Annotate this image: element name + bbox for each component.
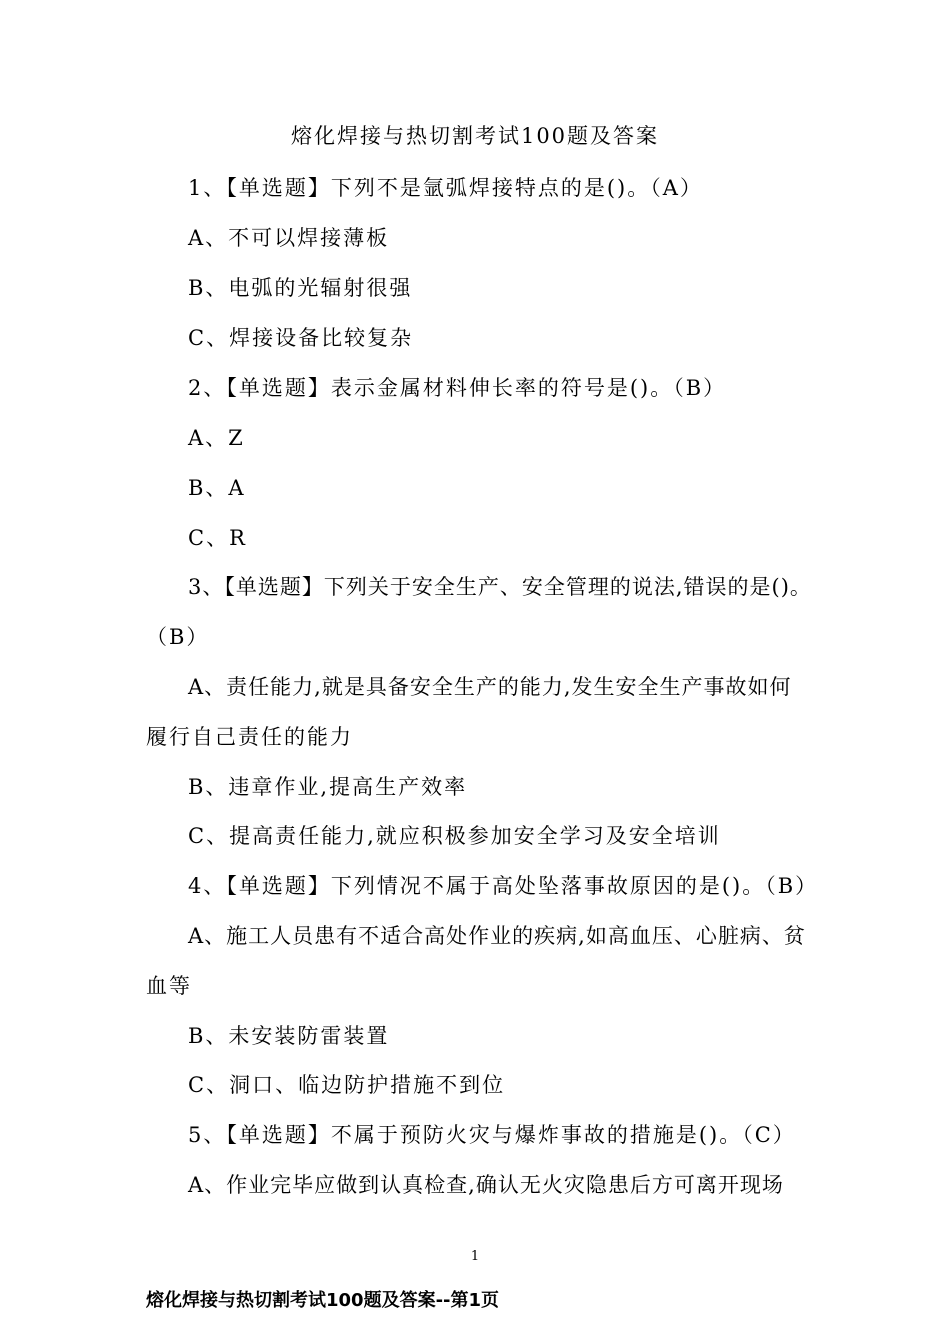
option-5a: A、作业完毕应做到认真检查,确认无火灾隐患后方可离开现场 xyxy=(188,1173,784,1197)
option-4a: A、施工人员患有不适合高处作业的疾病,如高血压、心脏病、贫 xyxy=(188,924,806,948)
option-4c: C、洞口、临边防护措施不到位 xyxy=(188,1073,506,1097)
option-3a: A、责任能力,就是具备安全生产的能力,发生安全生产事故如何 xyxy=(188,675,792,699)
option-1a: A、不可以焊接薄板 xyxy=(188,226,390,250)
option-2b: B、A xyxy=(188,476,246,500)
option-1b: B、电弧的光辐射很强 xyxy=(188,276,413,300)
question-4: 4、【单选题】下列情况不属于高处坠落事故原因的是()。（B） xyxy=(188,874,819,898)
question-3: 3、【单选题】下列关于安全生产、安全管理的说法,错误的是()。 xyxy=(188,575,812,599)
option-2c: C、R xyxy=(188,526,247,550)
page-footer: 熔化焊接与热切割考试100题及答案--第1页 xyxy=(146,1290,500,1311)
question-2: 2、【单选题】表示金属材料伸长率的符号是()。（B） xyxy=(188,376,727,400)
option-3a-cont: 履行自己责任的能力 xyxy=(146,725,353,749)
question-1: 1、【单选题】下列不是氩弧焊接特点的是()。（A） xyxy=(188,176,703,200)
option-4a-cont: 血等 xyxy=(146,974,192,998)
question-5: 5、【单选题】不属于预防火灾与爆炸事故的措施是()。（C） xyxy=(188,1123,796,1147)
document-title: 熔化焊接与热切割考试100题及答案 xyxy=(290,124,660,148)
option-3b: B、违章作业,提高生产效率 xyxy=(188,775,468,799)
option-1c: C、焊接设备比较复杂 xyxy=(188,326,414,350)
question-3-answer: （B） xyxy=(146,625,210,649)
option-4b: B、未安装防雷装置 xyxy=(188,1024,390,1048)
option-3c: C、提高责任能力,就应积极参加安全学习及安全培训 xyxy=(188,824,721,848)
page-number: 1 xyxy=(470,1249,480,1264)
option-2a: A、Z xyxy=(188,426,245,450)
